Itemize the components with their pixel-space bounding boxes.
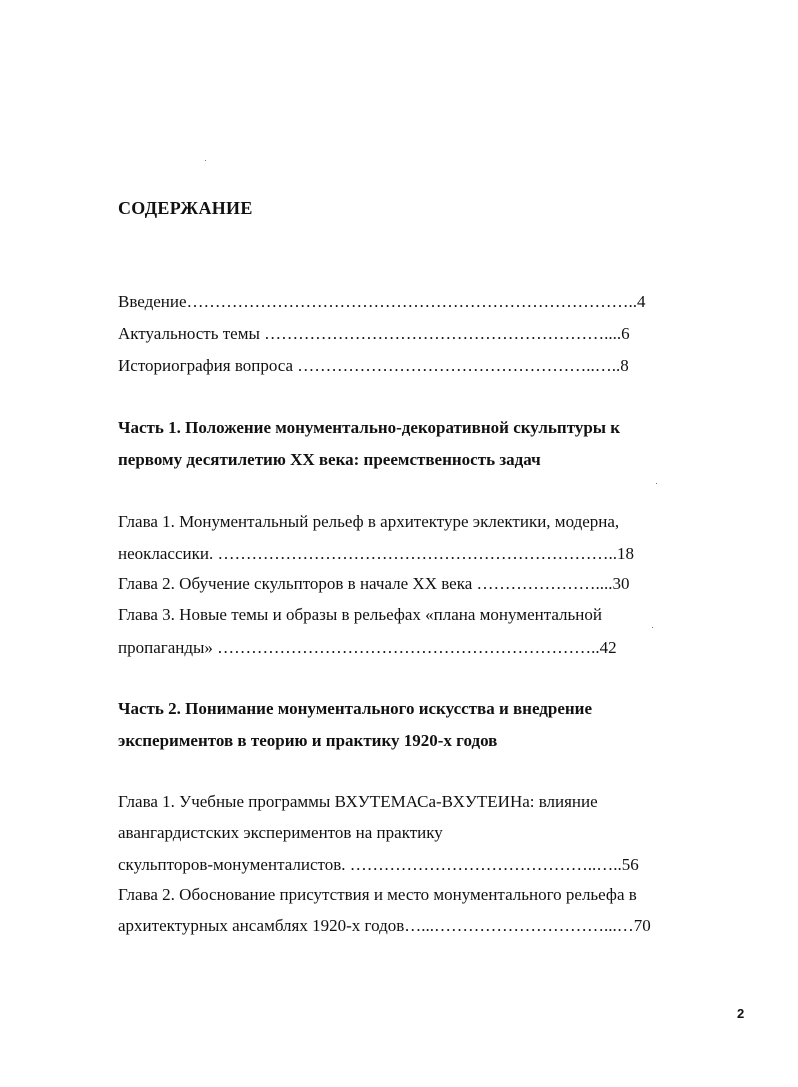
part-1-chapter-2: Глава 2. Обучение скульпторов в начале XX века …………………....30 xyxy=(118,574,630,593)
part-2-heading-line-2: экспериментов в теорию и практику 1920-х годов xyxy=(118,731,498,750)
toc-entry-relevance: Актуальность темы ……………………………………………………....6 xyxy=(118,324,630,343)
part-1-heading-line-2: первому десятилетию XX века: преемственность задач xyxy=(118,450,541,469)
scan-speck xyxy=(656,483,657,484)
page-number: 2 xyxy=(737,1006,745,1021)
part-1-chapter-3-line-2: пропаганды» …………………………………………………………..42 xyxy=(118,638,617,657)
part-1-heading-line-1: Часть 1. Положение монументально-декоративной скульптуры к xyxy=(118,418,621,437)
part-2-chapter-2-line-1: Глава 2. Обоснование присутствия и место монументального рельефа в xyxy=(118,885,637,904)
scan-speck xyxy=(652,627,653,628)
part-2-chapter-1-line-3: скульпторов-монументалистов. ……………………………………..…..56 xyxy=(118,855,639,874)
toc-entry-historiography: Историография вопроса ……………………………………………..…..8 xyxy=(118,356,629,375)
part-2-chapter-2-line-2: архитектурных ансамблях 1920-х годов…...…………………………...…70 xyxy=(118,916,651,935)
part-2-heading-line-1: Часть 2. Понимание монументального искусства и внедрение xyxy=(118,699,593,718)
part-2-chapter-1-line-1: Глава 1. Учебные программы ВХУТЕМАСа-ВХУТЕИНа: влияние xyxy=(118,792,598,811)
toc-entry-introduction: Введение……………………………………………………………………..4 xyxy=(118,292,646,311)
toc-title: СОДЕРЖАНИЕ xyxy=(118,198,253,218)
part-1-chapter-1-line-2: неоклассики. ……………………………………………………………..18 xyxy=(118,544,634,563)
part-2-chapter-1-line-2: авангардистских экспериментов на практику xyxy=(118,823,443,842)
part-1-chapter-3-line-1: Глава 3. Новые темы и образы в рельефах «плана монументальной xyxy=(118,605,602,624)
scan-speck xyxy=(205,160,206,161)
part-1-chapter-1-line-1: Глава 1. Монументальный рельеф в архитектуре эклектики, модерна, xyxy=(118,512,620,531)
